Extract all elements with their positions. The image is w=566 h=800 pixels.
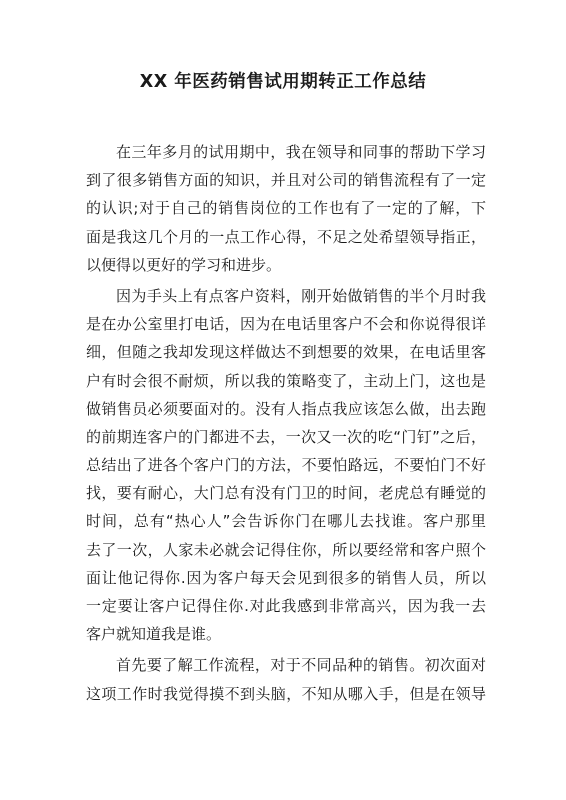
text-line: 到了很多销售方面的知识，并且对公司的销售流程有了一定 xyxy=(86,171,486,190)
text-line: 是在办公室里打电话，因为在电话里客户不会和你说得很详 xyxy=(86,315,486,334)
text-line: 因为手头上有点客户资料，刚开始做销售的半个月时我 xyxy=(116,286,486,305)
paragraph xyxy=(86,138,486,279)
text-line: 的前期连客户的门都进不去，一次又一次的吃“门钉”之后， xyxy=(86,427,486,446)
text-line: 总结出了进各个客户门的方法，不要怕路远，不要怕门不好 xyxy=(86,456,486,475)
text-line: 客户就知道我是谁。 xyxy=(86,625,222,644)
document-body xyxy=(86,138,486,708)
text-line: 以便得以更好的学习和进步。 xyxy=(86,255,282,274)
text-line: 首先要了解工作流程，对于不同品种的销售。初次面对 xyxy=(116,656,486,675)
text-line: 时间，总有“热心人”会告诉你门在哪儿去找谁。客户那里 xyxy=(86,512,486,531)
paragraph xyxy=(86,282,486,648)
text-line: 找，要有耐心，大门总有没有门卫的时间，老虎总有睡觉的 xyxy=(86,484,486,503)
text-line: 户有时会很不耐烦，所以我的策略变了，主动上门，这也是 xyxy=(86,371,486,390)
document-title: XX 年医药销售试用期转正工作总结 xyxy=(139,72,427,92)
text-line: 做销售员必须要面对的。没有人指点我应该怎么做，出去跑 xyxy=(86,399,486,418)
text-line: 面是我这几个月的一点工作心得，不足之处希望领导指正， xyxy=(86,227,486,246)
text-line: 在三年多月的试用期中，我在领导和同事的帮助下学习 xyxy=(116,143,486,161)
paragraph xyxy=(86,651,486,707)
text-line: 一定要让客户记得住你.对此我感到非常高兴，因为我一去 xyxy=(86,597,486,615)
text-line: 这项工作时我觉得摸不到头脑，不知从哪入手，但是在领导 xyxy=(86,684,486,703)
text-line: 去了一次，人家未必就会记得住你，所以要经常和客户照个 xyxy=(86,540,486,559)
text-line: 面让他记得你.因为客户每天会见到很多的销售人员，所以 xyxy=(86,568,486,587)
text-line: 细，但随之我却发现这样做达不到想要的效果，在电话里客 xyxy=(86,343,486,362)
text-line: 的认识;对于自己的销售岗位的工作也有了一定的了解，下 xyxy=(86,199,486,218)
